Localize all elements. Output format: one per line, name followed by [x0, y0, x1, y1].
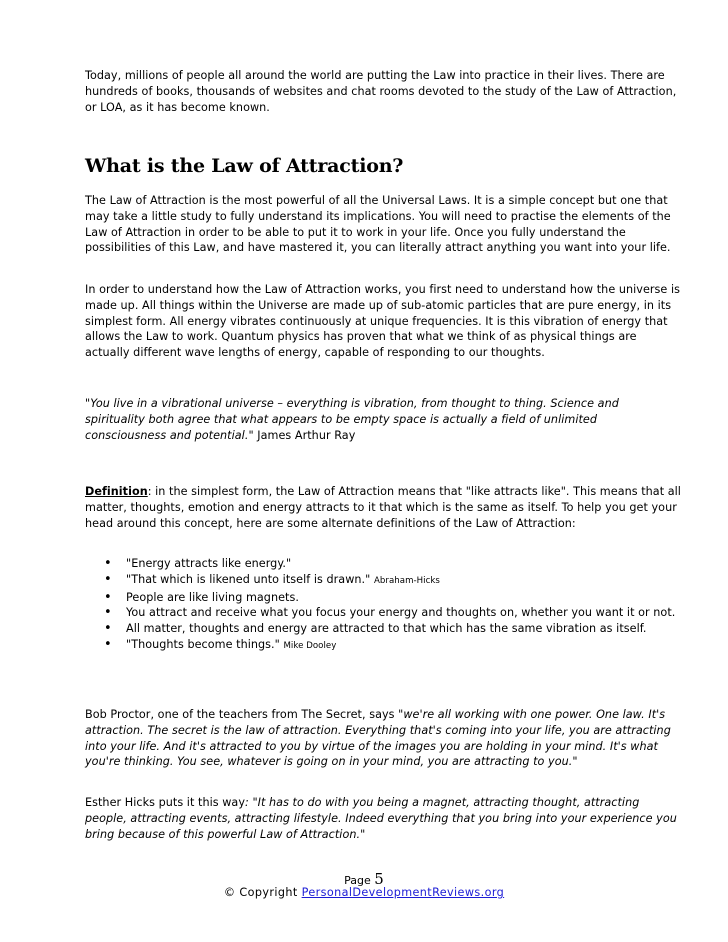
website-link[interactable]: PersonalDevelopmentReviews.org	[301, 886, 505, 899]
quote-author: James Arthur Ray	[253, 428, 356, 442]
bullet-attribution: Abraham-Hicks	[373, 575, 440, 586]
bullet-icon: •	[104, 605, 112, 621]
bullet-icon: •	[104, 621, 112, 637]
bullet-list	[85, 556, 681, 655]
list-item	[85, 605, 681, 621]
law-section	[85, 154, 681, 178]
definition-list	[85, 556, 681, 655]
list-item	[85, 637, 681, 655]
quote-block	[85, 396, 681, 443]
proctor-block	[85, 707, 681, 770]
definition-paragraph	[85, 484, 681, 531]
definition-label: Definition	[85, 485, 148, 498]
section-body-2	[85, 282, 681, 361]
list-item	[85, 556, 681, 572]
bullet-text: People are like living magnets.	[126, 590, 299, 604]
list-item	[85, 572, 681, 590]
copyright-footer	[0, 886, 728, 899]
bullet-icon: •	[104, 556, 112, 571]
hicks-lead: Esther Hicks puts it this way	[85, 796, 246, 809]
page-number-value: 5	[374, 870, 384, 888]
bullet-icon: •	[104, 571, 112, 587]
bullet-text: "Thoughts become things."	[126, 637, 284, 651]
hicks-quote: : "It has to do with you being a magnet, attracting thought, attracting people, attracting events, attracting lifestyle. Indeed everything that you bring into your experience you bring because of this powerful Law of Attraction."	[85, 796, 677, 841]
definition-text: : in the simplest form, the Law of Attraction means that "like attracts like". This means that all matter, thoughts, emotion and energy attracts to it that which is the same as itself. To help you get your head around this concept, here are some alternate definitions of the Law of Attraction:	[85, 485, 681, 530]
bullet-text: "Energy attracts like energy."	[126, 557, 292, 570]
copyright-text: © Copyright	[223, 886, 302, 899]
bullet-icon: •	[104, 636, 112, 652]
intro-paragraph: Today, millions of people all around the world are putting the Law into practice in their lives. There are hundreds of books, thousands of websites and chat rooms devoted to the study of the Law of Attraction, or LOA, as it has become known.	[85, 69, 677, 114]
page-label: Page	[344, 874, 375, 887]
section-paragraph-1: The Law of Attraction is the most powerful of all the Universal Laws. It is a simple concept but one that may take a little study to fully understand its implications. You will need to practise the elements of the Law of Attraction in order to be able to put it to work in your life. Once you fully understand the possibilities of this Law, and have mastered it, you can literally attract anything you want into your life.	[85, 194, 671, 255]
hicks-paragraph	[85, 795, 681, 842]
proctor-lead: Bob Proctor, one of the teachers from The Secret, says "	[85, 708, 404, 721]
list-item	[85, 590, 681, 606]
section-body	[85, 193, 681, 256]
hicks-block	[85, 795, 681, 842]
list-item	[85, 621, 681, 637]
definition-block	[85, 484, 681, 531]
proctor-paragraph	[85, 707, 681, 770]
section-paragraph-2: In order to understand how the Law of Attraction works, you first need to understand how the universe is made up. All things within the Universe are made up of sub-atomic particles that are pure energy, in its simplest form. All energy vibrates continuously at unique frequencies. It is this vibration of energy that allows the Law to work. Quantum physics has proven that what we think of as physical things are actually different wave lengths of energy, capable of responding to our thoughts.	[85, 283, 681, 360]
bullet-attribution: Mike Dooley	[283, 640, 337, 651]
proctor-close: "	[572, 755, 578, 769]
bullet-text: "That which is likened unto itself is drawn."	[126, 572, 374, 586]
section-heading: What is the Law of Attraction?	[85, 155, 404, 177]
bullet-icon: •	[104, 589, 112, 605]
quote-text: "You live in a vibrational universe – everything is vibration, from thought to thing. Science and spirituality both agree that what appears to be empty space is actually a field of unlimited consciousness and potential."	[85, 397, 619, 442]
proctor-quote: we're all working with one power. One law. It's attraction. The secret is the law of attraction. Everything that's coming into your life, you are attracting into your life. And it's attracted to you by virtue of the images you are holding in your mind. It's what you're thinking. You see, whatever is going on in your mind, you are attracting to you.	[85, 708, 671, 769]
bullet-text: You attract and receive what you focus your energy and thoughts on, whether you want it or not.	[126, 606, 676, 620]
quote-paragraph	[85, 396, 681, 443]
intro-section	[85, 68, 681, 115]
bullet-text: All matter, thoughts and energy are attracted to that which has the same vibration as itself.	[126, 622, 647, 636]
